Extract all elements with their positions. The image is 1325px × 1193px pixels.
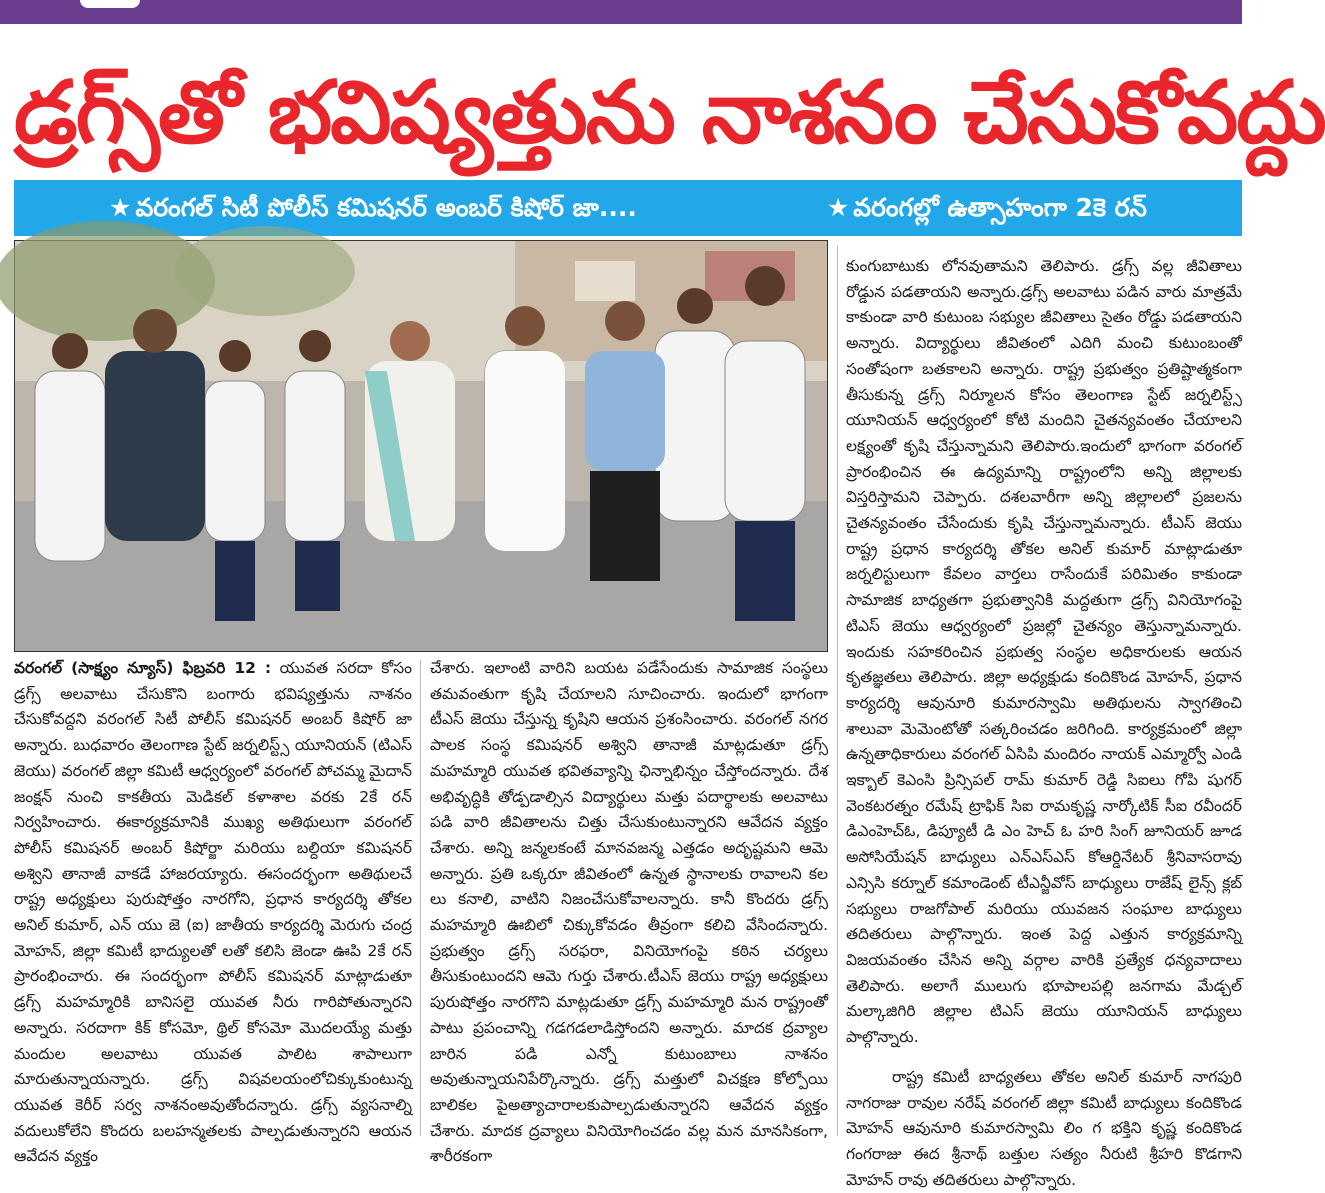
subhead-left-text: వరంగల్ సిటీ పోలీస్ కమిషనర్ అంబర్ కిషోర్ జా.... <box>135 193 637 222</box>
star-icon: ★ <box>109 193 132 222</box>
photo-illustration <box>15 241 827 651</box>
article-column-right <box>846 254 1242 1189</box>
news-photo <box>14 240 828 652</box>
headline: డ్రగ్స్‌తో భవిష్యత్తును నాశనం చేసుకోవద్దు <box>14 63 1325 163</box>
subhead-right-text: వరంగల్లో ఉత్సాహంగా 2కె రన్ <box>853 193 1147 222</box>
right-column-body: కుంగుబాటుకు లోనవుతామని తెలిపారు. డ్రగ్స్ వల్ల జీవితాలు రోడ్డున పడతాయని అన్నారు.డ్రగ్స్ అలవాటు పడిన వారు మాత్రమే కాకుండా వారి కుటుంబ సభ్యుల జీవితాలు సైతం రోడ్డు పడతాయని అన్నారు. విద్యార్థులు జీవితంలో ఎదిగి మంచి కుటుంబంతో సంతోషంగా బతకాలని అన్నారు. రాష్ట్ర ప్రభుత్వం ప్రతిష్టాత్మకంగా తీసుకున్న డ్రగ్స్ నిర్మూలన కోసం తెలంగాణ స్టేట్ జర్నలిస్ట్స్ యూనియన్ ఆధ్వర్యంలో కోటి మందిని చైతన్యవంతం చేయాలని లక్ష్యంతో కృషి చేస్తున్నామని తెలిపారు.ఇందులో భాగంగా వరంగల్ ప్రారంభించిన ఈ ఉద్యమాన్ని రాష్ట్రంలోని అన్ని జిల్లాలకు విస్తరిస్తామని చెప్పారు. దశలవారీగా అన్ని జిల్లాలలో ప్రజలను చైతన్యవంతం చేసేందుకు కృషి చేస్తున్నామన్నారు. టీఎస్ జెయు రాష్ట్ర ప్రధాన కార్యదర్శి తోకల అనిల్ కుమార్ మాట్లాడుతూ జర్నలిస్టులుగా కేవలం వార్తలు రాసేందుకే పరిమితం కాకుండా సామాజిక బాధ్యతగా ప్రభుత్వానికి మద్దతుగా డ్రగ్స్ వినియోగంపై టిఎస్ జెయు ఆధ్వర్యంలో ప్రజల్లో చైతన్యం తెస్తున్నామన్నారు. ఇందుకు సహకరించిన ప్రభుత్వ సంస్థల అధికారులకు ఆయన కృతజ్ఞతలు తెలిపారు. జిల్లా అధ్యక్షుడు కందికొండ మోహన్, ప్రధాన కార్యదర్శి ఆవునూరి కుమారస్వామి అతిథులను స్వాగతించి శాలువా మెమెంటోతో సత్కరించడం జరిగింది. కార్యక్రమంలో జిల్లా ఉన్నతాధికారులు వరంగల్ ఏసిపి మందిరం నాయక్ ఎమ్మార్వో ఎండి ఇక్బాల్ కెఎంసి ప్రిన్సిపల్ రామ్ కుమార్ రెడ్డి సిఐలు గోపి షుగర్ వెంకటరత్నం రమేష్ ట్రాఫిక్ సిఐ రామకృష్ణ నార్కోటిక్ సీఐ రవీందర్ డిఎంహెచ్ఓ, డిప్యూటీ డి ఎం హెచ్ ఓ హరి సింగ్ జూనియర్ జూడ అసోసియేషన్ బాధ్యులు ఎన్ఎస్ఎస్ కోఆర్డినేటర్ శ్రీనివాసరావు ఎన్సిసి కర్నూల్ కమాండెంట్ టీఎన్జీవోస్ బాధ్యులు రాజేష్ లైన్స్ క్లబ్ సభ్యులు రాజగోపాల్ మరియు యువజన సంఘాల బాధ్యులు తదితరులు పాల్గొన్నారు. ఇంత పెద్ద ఎత్తున కార్యక్రమాన్ని విజయవంతం చేసిన అన్ని వర్గాల వారికి ప్రత్యేక ధన్యవాదాలు తెలిపారు. అలాగే ములుగు భూపాలపల్లి జనగామ మేడ్చల్ మల్కాజిగిరి జిల్లాల టిఎస్ జెయు యూనియన్ బాధ్యులు పాల్గొన్నారు. <box>846 257 1242 1047</box>
star-icon: ★ <box>826 193 850 222</box>
article-left-text <box>14 656 412 1170</box>
left-column-body: యువత సరదా కోసం డ్రగ్స్ అలవాటు చేసుకొని బంగారు భవిష్యత్తును నాశనం చేసుకోవద్దని వరంగల్ సిటీ పోలీస్ కమిషనర్ అంబర్ కిషోర్ జా అన్నారు. బుధవారం తెలంగాణ స్టేట్ జర్నలిస్ట్స్ యూనియన్ (టిఎస్ జెయు) వరంగల్ జిల్లా కమిటీ ఆధ్వర్యంలో వరంగల్ పోచమ్మ మైదాన్ జంక్షన్ నుంచి కాకతీయ మెడికల్ కళాశాల వరకు 2కే రన్ నిర్వహించారు. ఈకార్యక్రమానికి ముఖ్య అతిథులుగా వరంగల్ పోలీస్ కమిషనర్ అంబర్ కిషోర్జా మరియు బల్దియా కమిషనర్ అశ్విని తానాజీ వాకడే హాజరయ్యారు. ఈసందర్భంగా అతిథులచే రాష్ట్ర అధ్యక్షులు పురుషోత్తం నారగోని, ప్రధాన కార్యదర్శి తోకల అనిల్ కుమార్, ఎన్ యు జె (ఐ) జాతీయ కార్యదర్శి మెరుగు చంద్ర మోహన్, జిల్లా కమిటీ భాద్యులతో లతో కలిసి జెండా ఊపి 2కే రన్ ప్రారంభించారు. ఈ సందర్భంగా పోలీస్ కమిషనర్ మాట్లాడుతూ డ్రగ్స్ మహమ్మారికి బానిసలై యువత నీరు గారిపోతున్నారని అన్నారు. సరదాగా కిక్ కోసమో, థ్రిల్ కోసమో మొదలయ్యే మత్తు మందుల అలవాటు యువత పాలిట శాపాలుగా మారుతున్నాయన్నారు. డ్రగ్స్ విషవలయంలోచిక్కుకుంటున్న యువత కెరీర్ సర్వ నాశనంఅవుతోందన్నారు. డ్రగ్స్ వ్యసనాల్ని వదులుకోలేని కొందరు బలహన్మతలకు పాల్పడుతున్నారని ఆయన ఆవేదన వ్యక్తం <box>14 659 412 1166</box>
right-column-paragraph-2: రాష్ట్ర కమిటీ బాధ్యతలు తోకల అనిల్ కుమార్ నాగపురి నాగరాజు రావుల నరేష్ వరంగల్ జిల్లా కమిటీ బాధ్యులు కందికొండ మోహన్ ఆవునూరి కుమారస్వామి లిం గ భక్తిని కృష్ణ కందికొండ గంగరాజు ఈద శ్రీనాథ్ బత్తుల సత్యం నీరుటి శ్రీహరి కొడగాని మోహన్ రావు తదితరులు పాల్గొన్నారు. <box>846 1067 1242 1189</box>
subhead-right <box>827 180 1147 236</box>
top-color-bar <box>0 0 1242 24</box>
dateline: వరంగల్ (సాక్ష్యం న్యూస్) ఫిబ్రవరి 12 : <box>14 659 272 677</box>
article-column-middle <box>430 656 828 1166</box>
subheadline-strip <box>14 180 1242 236</box>
column-divider <box>837 246 838 1136</box>
middle-column-body: చేశారు. ఇలాంటి వారిని బయట పడేసేందుకు సామాజిక సంస్థలు తమవంతుగా కృషి చేయాలని సూచించారు. ఇందులో భాగంగా టీఎస్ జెయు చేస్తున్న కృషిని ఆయన ప్రశంసించారు. వరంగల్ నగర పాలక సంస్థ కమిషనర్ అశ్విని తానాజీ మాట్లడుతూ డ్రగ్స్ మహమ్మారి యువత భవితవ్యాన్ని ఛిన్నాభిన్నం చేస్తోందన్నారు. దేశ అభివృద్ధికి తోడ్పడాల్సిన విద్యార్థులు మత్తు పదార్థాలకు అలవాటు పడి వారి జీవితాలను చిత్తు చేసుకుంటున్నారని ఆవేదన వ్యక్తం చేశారు. అన్ని జన్మలకంటే మానవజన్మ ఎత్తడం అదృష్టమని ఆమె అన్నారు. ప్రతి ఒక్కరూ జీవితంలో ఉన్నత స్థానాలకు రావాలని కల లు కనాలి, వాటిని నిజంచేసుకోవాలన్నారు. కానీ కొందరు డ్రగ్స్ మహమ్మారి ఊబిలో చిక్కుకోవడం తీవ్రంగా కలిచి వేసిందన్నారు. ప్రభుత్వం డ్రగ్స్ సరఫరా, వినియోగంపై కఠిన చర్యలు తీసుకుంటుందని ఆమె గుర్తు చేశారు.టీఎస్ జెయు రాష్ట్ర అధ్యక్షులు పురుషోత్తం నారగొని మాట్లడుతూ డ్రగ్స్ మహమ్మారి మన రాష్ట్రంతో పాటు ప్రపంచాన్ని గడగడలాడిస్తోందని అన్నారు. మాదక ద్రవ్యాల బారిన పడి ఎన్నో కుటుంబాలు నాశనం అవుతున్నాయనిపేర్కొన్నారు. డ్రగ్స్ మత్తులో విచక్షణ కోల్పోయి బాలికల పైఅత్యాచారాలకుపాల్పడుతున్నారని ఆవేదన వ్యక్తం చేశారు. మాదక ద్రవ్యాలు వినియోగించడం వల్ల మన మానసికంగా, శారీరకంగా <box>430 659 828 1166</box>
column-divider <box>420 660 421 1136</box>
top-bar-notch <box>80 0 140 8</box>
subhead-left <box>109 180 637 236</box>
article-column-left <box>14 656 412 1166</box>
